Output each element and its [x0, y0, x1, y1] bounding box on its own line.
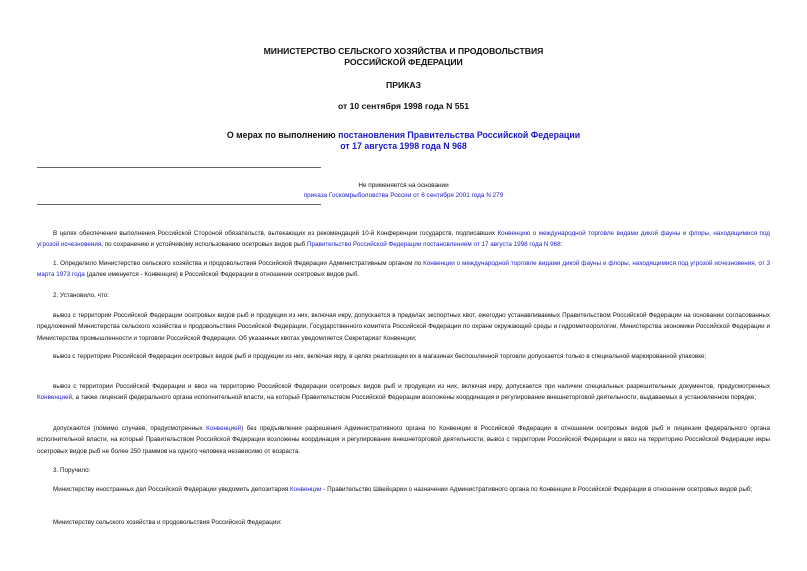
paragraph-text: вывоз с территории Российской Федерации и ввоз на территорию Российской Федерации осетровых видов рыб и продукции из них, включая икру, допускается при наличии специальных разрешительных документов, предусмотренных [53, 383, 770, 390]
doc-subject-prefix: О мерах по выполнению [226, 130, 339, 140]
ministry-title-line1: МИНИСТЕРСТВО СЕЛЬСКОГО ХОЗЯЙСТВА И ПРОДОВОЛЬСТВИЯ [263, 46, 544, 56]
doc-date-number: от 10 сентября 1998 года N 551 [337, 101, 470, 111]
convention-link[interactable]: Конвенции о международной торговле видами дикой фауны и флоры, находящимися под угрозой исчезновения, от 3 марта 1973 года [37, 260, 770, 279]
convention-link[interactable]: Конвенцией [37, 394, 73, 402]
convention-link[interactable]: Конвенцией [206, 425, 242, 432]
paragraph-exemptions [37, 423, 770, 457]
paragraph-text: ) без предъявления разрешения Административного органа по Конвенции в Российской Федерации в отношении осетровых видов рыб и лицензии федерального органа исполнительной власти, на который Правительством Российской Федерации возложены координация и регулирование внешнеторговой деятельности, вывоз с территории Российской Федерации и ввоз на территорию Российской Федерации икры осетровых видов рыб не более 250 граммов на одного человека независимо от возраста. [37, 425, 770, 455]
doc-type: ПРИКАЗ [386, 80, 421, 90]
paragraph-ministry: Министерству сельского хозяйства и продовольствия Российской Федерации: [53, 519, 282, 526]
status-note-link-row [0, 191, 807, 201]
paragraph-mfa [37, 484, 770, 495]
ministry-title [0, 46, 807, 68]
paragraph-text: В целях обеспечения выполнения Российской Стороной обязательств, вытекающих из рекомендаций 10-й Конференции государств, подписавших [53, 230, 498, 237]
paragraph-duty-free: вывоз с территории Российской Федерации осетровых видов рыб и продукции из них, включая икру, в целях реализации их в магазинах беспошлинной торговли допускается только в специальной маркированной упаковке; [53, 353, 707, 360]
paragraph-text: - Правительство Швейцарии о назначении Административного органа по Конвенции в Российской Федерации в отношении осетровых видов рыб; [321, 486, 753, 493]
paragraph-export-import [37, 381, 770, 404]
paragraph-text: Министерству иностранных дел Российской Федерации уведомить депозитария [53, 486, 291, 493]
status-note: Не применяется на основании [358, 182, 449, 189]
paragraph-text: допускаются (помимо случаев, предусмотренных [53, 425, 207, 432]
paragraph-preamble [37, 228, 770, 251]
paragraph-text: 1. Определило Министерство сельского хозяйства и продовольствия Российской Федерации Административным органом по [53, 260, 424, 267]
divider-top [37, 167, 321, 168]
divider-bottom [37, 204, 321, 205]
resolution-link[interactable]: Правительство Российской Федерации постановлением от 17 августа 1998 года N 968 [306, 241, 561, 249]
paragraph-item-2: 2. Установило, что: [53, 292, 109, 299]
doc-subject [0, 130, 807, 152]
paragraph-item-3: 3. Поручило: [53, 467, 91, 474]
paragraph-item-1 [37, 258, 770, 281]
resolution-link-line2[interactable]: от 17 августа 1998 года N 968 [340, 141, 467, 151]
paragraph-text: : [560, 241, 563, 249]
convention-link[interactable]: Конвенцию о международной торговле видами дикой фауны и флоры, находящимися под угрозой исчезновения [37, 230, 770, 249]
repeal-order-link[interactable]: приказа Госкомрыболовства России от 6 сентября 2001 года N 279 [303, 192, 504, 199]
convention-link[interactable]: Конвенции [290, 486, 322, 493]
ministry-title-line2: РОССИЙСКОЙ ФЕДЕРАЦИИ [344, 57, 463, 67]
paragraph-text: (далее именуется - Конвенция) в Российской Федерации в отношении осетровых видов рыб. [84, 271, 360, 279]
paragraph-text: , по сохранению и устойчивому использованию осетровых видов рыб [101, 241, 307, 249]
paragraph-export-quotas: вывоз с территории Российской Федерации осетровых видов рыб и продукции из них, включая икру, допускается в пределах экспортных квот, ежегодно устанавливаемых Правительством Российской Федерации на основании согласованных предложений Министерства сельского хозяйства и продовольствия Российской Федерации, Государственного комитета Российской Федерации по охране окружающей среды и гидрометеорологии, Министерства экономики Российской Федерации и Министерства промышленности и торговли Российской Федерации. Об указанных квотах уведомляется Секретариат Конвенции; [37, 312, 770, 342]
resolution-link-line1[interactable]: постановления Правительства Российской Федерации [338, 130, 581, 140]
paragraph-text: , а также лицензий федерального органа исполнительной власти, на который Правительством Российской Федерации возложены координация и регулирование внешнеторговой деятельности, выдаваемых в установленном порядке; [72, 394, 757, 402]
